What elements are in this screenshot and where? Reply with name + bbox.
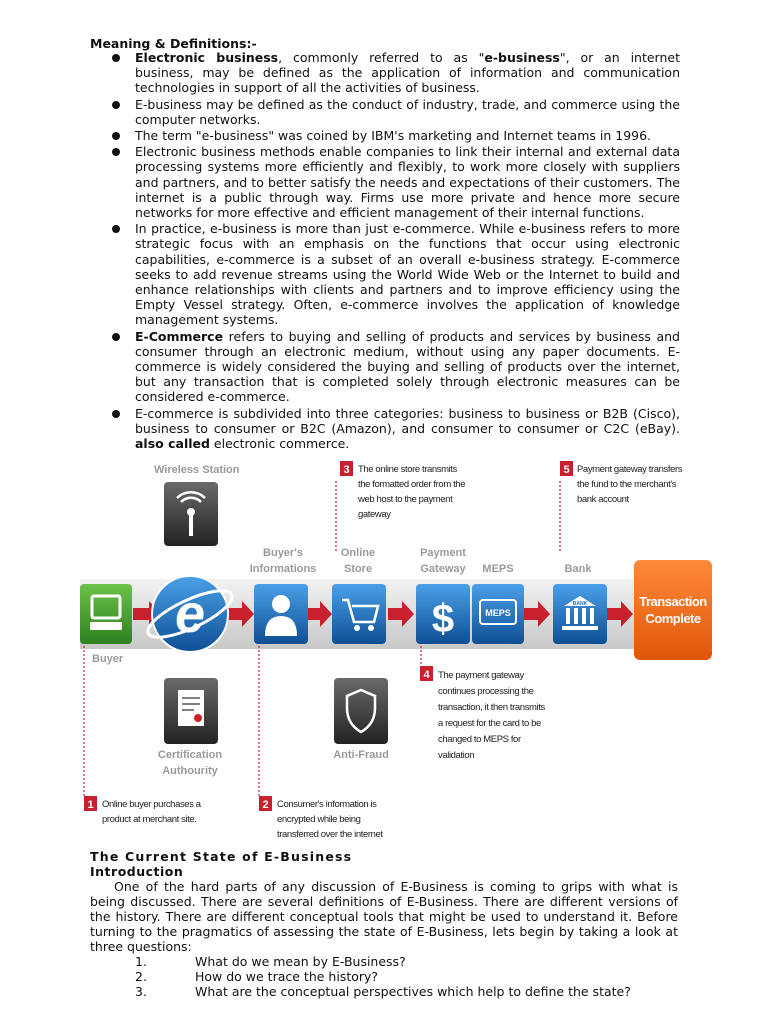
person-icon — [254, 584, 308, 644]
section-title: The Current State of E-Business — [90, 849, 353, 864]
shield-icon — [334, 678, 388, 744]
ecommerce-flow-diagram — [76, 456, 716, 848]
transaction-label: Transaction — [639, 594, 707, 609]
text-span: ", or an internet business, may be defined as the application of information and communication technologies in support of all the activities of business. — [135, 50, 680, 96]
text-span: refers to buying and selling of products and services by business and consumer through an electronic medium, without using any paper documents. E-commerce is widely considered the buying and selling of products over the internet, but any transaction that is completed solely through electronic measures can be considered e-commerce. — [135, 328, 680, 405]
list-item: E-business may be defined as the conduct of industry, trade, and commerce using the computer networks. — [90, 97, 680, 127]
buyer-label: Buyer — [92, 653, 124, 665]
step-text: gateway — [358, 509, 391, 520]
step-text: transferred over the internet — [277, 829, 383, 840]
wireless-antenna-icon — [164, 482, 218, 546]
step-text: Online buyer purchases a — [102, 799, 201, 810]
list-number: 1. — [135, 954, 147, 969]
section-subtitle: Introduction — [90, 864, 184, 879]
step-badge-5 — [560, 461, 573, 476]
step-text: the fund to the merchant's — [577, 479, 677, 490]
svg-text:e: e — [174, 584, 206, 644]
step-text: web host to the payment — [358, 494, 453, 505]
text-span: E-commerce is subdivided into three categories: business to business or B2B (Cisco), business to consumer or B2C (Amazon), and consumer to consumer or C2C (eBay). — [135, 405, 680, 436]
shopping-cart-icon — [332, 584, 386, 644]
transaction-label: Complete — [645, 611, 701, 626]
step-badge-2 — [259, 796, 272, 811]
step-number: 3 — [343, 464, 350, 476]
step-text: a request for the card to be — [438, 718, 541, 729]
step-badge-3 — [340, 461, 353, 476]
step-text: Payment gateway transfers — [577, 464, 683, 475]
step-text: changed to MEPS for — [438, 734, 521, 745]
question-text: What are the conceptual perspectives which help to define the state? — [195, 984, 631, 1000]
certificate-icon — [164, 678, 218, 744]
wireless-station-label: Wireless Station — [154, 464, 240, 476]
anti-fraud-label: Anti-Fraud — [333, 749, 389, 761]
question-text: How do we trace the history? — [195, 969, 379, 985]
list-item — [90, 406, 680, 452]
step-text: product at merchant site. — [102, 814, 197, 825]
online-store-label: Online — [340, 547, 376, 559]
step-text: the formatted order from the — [358, 479, 466, 490]
text-span: , commonly referred to as " — [278, 50, 485, 65]
buyers-info-label: Informations — [249, 563, 317, 575]
section-heading: Meaning & Definitions:- — [90, 36, 257, 51]
list-item — [90, 954, 680, 969]
bold-term: also called — [135, 436, 210, 452]
list-item — [90, 329, 680, 405]
intro-paragraph: One of the hard parts of any discussion of E-Business is coming to grips with what is being discussed. There are several definitions of E-Business. There are different versions of the history. There are different conceptual tools that might be used to understand it. Before turning to the pragmatics of assessing the state of E-Business, lets begin by taking a look at three questions: — [90, 879, 678, 954]
meps-card-icon — [472, 584, 524, 644]
list-item — [90, 50, 680, 96]
list-item — [90, 984, 680, 999]
question-list — [90, 954, 680, 1000]
step-text: encrypted while being — [277, 814, 361, 825]
list-number: 2. — [135, 969, 147, 985]
list-item: In practice, e-business is more than just e-commerce. While e-business refers to more strategic focus with an emphasis on the functions that occur using electronic capabilities, e-commerce is a subset of an overall e-business strategy. E-commerce seeks to add revenue streams using the World Wide Web or the Internet to build and enhance relationships with clients and partners and to improve efficiency using the Empty Vessel strategy. Often, e-commerce involves the application of knowledge management systems. — [90, 221, 680, 327]
online-store-label: Store — [343, 563, 373, 575]
question-text: What do we mean by E-Business? — [195, 954, 406, 969]
text-span: electronic commerce. — [209, 436, 350, 452]
step-text: The online store transmits — [358, 464, 457, 475]
payment-gateway-label: Payment — [420, 547, 466, 559]
dollar-icon — [416, 584, 470, 644]
step-text: Consumer's information is — [277, 799, 377, 810]
step-text: continues processing the — [438, 686, 534, 697]
bank-badge: BANK — [572, 601, 588, 607]
bank-building-icon — [553, 584, 607, 644]
certification-label: Authourity — [162, 765, 218, 777]
step-badge-1 — [84, 796, 97, 811]
step-number: 2 — [262, 799, 269, 811]
step-text: transaction, it then transmits — [438, 702, 545, 713]
step-text: validation — [438, 750, 475, 761]
step-badge-4 — [420, 666, 433, 681]
list-item — [90, 969, 680, 984]
step-number: 5 — [563, 464, 570, 476]
bold-term: Electronic business — [135, 50, 279, 65]
list-number: 3. — [135, 984, 147, 1000]
step-text: The payment gateway — [438, 670, 524, 681]
certification-label: Certification — [157, 749, 223, 761]
payment-gateway-label: Gateway — [420, 563, 466, 575]
bold-term: E-Commerce — [135, 328, 224, 344]
meps-label: MEPS — [482, 563, 514, 575]
step-number: 1 — [87, 799, 94, 811]
bold-term: e-business — [484, 50, 560, 65]
list-item: The term "e-business" was coined by IBM's marketing and Internet teams in 1996. — [90, 128, 680, 143]
transaction-complete-box — [634, 560, 712, 660]
svg-text:$: $ — [431, 597, 455, 641]
meps-badge: MEPS — [485, 608, 511, 618]
step-number: 4 — [423, 669, 430, 681]
buyers-info-label: Buyer's — [263, 547, 303, 559]
buyer-computer-icon — [80, 584, 132, 644]
bank-label: Bank — [564, 563, 592, 575]
definition-list — [90, 50, 680, 452]
step-text: bank account — [577, 494, 629, 505]
list-item: Electronic business methods enable companies to link their internal and external data processing systems more efficiently and flexibly, to work more closely with suppliers and partners, and to better satisfy the needs and expectations of their customers. The internet is a public through way. Firms use more private and hence more secure networks for more effective and efficient management of their internal functions. — [90, 144, 680, 220]
